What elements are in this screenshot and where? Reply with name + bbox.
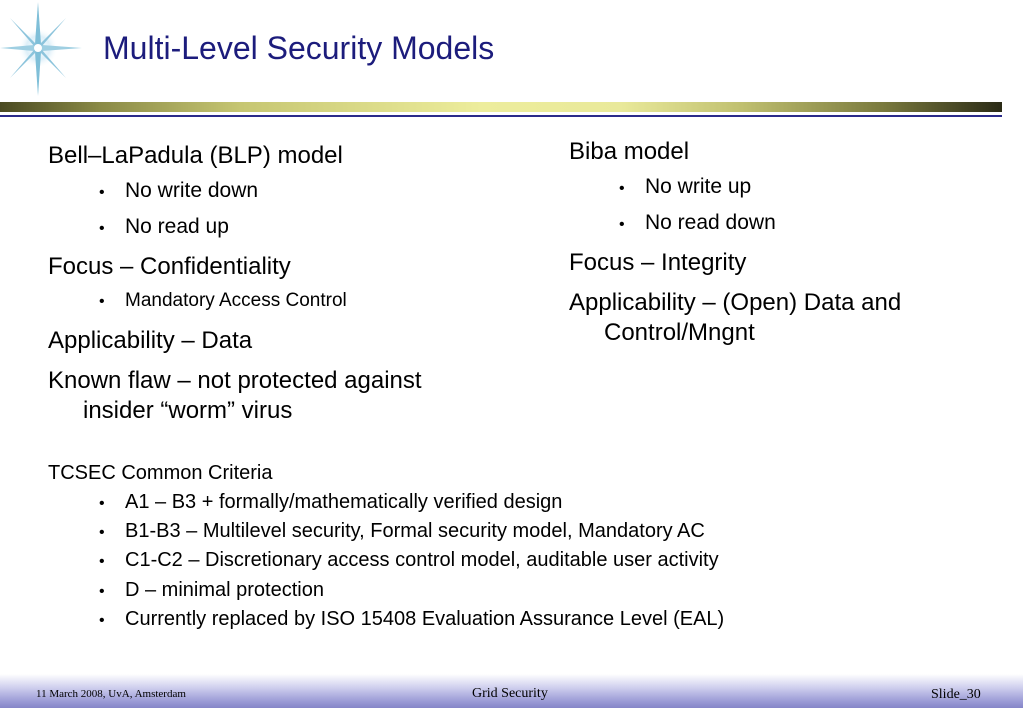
blp-heading: Bell–LaPadula (BLP) model: [48, 142, 343, 169]
star-logo-icon: [0, 0, 85, 100]
blp-bullet-no-write-down: No write down: [125, 179, 259, 202]
biba-heading: Biba model: [569, 138, 690, 165]
blp-bullet-mac: Mandatory Access Control: [125, 290, 347, 311]
bullet-icon: •: [99, 184, 105, 201]
biba-focus: Focus – Integrity: [569, 249, 747, 276]
bullet-icon: •: [99, 495, 105, 512]
blp-flaw: [48, 366, 422, 426]
bullet-icon: •: [99, 293, 105, 310]
list-item: [619, 211, 776, 235]
footer-date: 11 March 2008, UvA, Amsterdam: [36, 688, 186, 700]
tcsec-bullet-d: D – minimal protection: [125, 579, 324, 601]
footer-slide-number: Slide_30: [931, 687, 981, 702]
blp-flaw-line-2: insider “worm” virus: [83, 397, 293, 424]
list-item: [99, 520, 705, 543]
bullet-icon: •: [619, 216, 625, 233]
tcsec-bullet-a1: A1 – B3 + formally/mathematically verified design: [125, 491, 563, 513]
biba-bullet-no-write-up: No write up: [645, 175, 752, 198]
blp-applicability: Applicability – Data: [48, 327, 253, 354]
list-item: [99, 290, 347, 312]
tcsec-bullet-c1: C1-C2 – Discretionary access control model, auditable user activity: [125, 549, 719, 571]
list-item: [99, 179, 258, 203]
list-item: [99, 491, 562, 514]
list-item: [99, 215, 229, 239]
bullet-icon: •: [99, 612, 105, 629]
bullet-icon: •: [619, 180, 625, 197]
list-item: [99, 608, 724, 631]
biba-applicability: [569, 288, 901, 348]
tcsec-heading: TCSEC Common Criteria: [48, 462, 273, 484]
blp-focus: Focus – Confidentiality: [48, 253, 291, 280]
list-item: [99, 549, 719, 572]
biba-applicability-line-2: Control/Mngnt: [604, 319, 755, 346]
bullet-icon: •: [99, 220, 105, 237]
bullet-icon: •: [99, 524, 105, 541]
blp-bullet-no-read-up: No read up: [125, 215, 229, 238]
biba-applicability-line-1: Applicability – (Open) Data and: [569, 289, 902, 316]
tcsec-bullet-b1: B1-B3 – Multilevel security, Formal security model, Mandatory AC: [125, 520, 705, 542]
list-item: [99, 579, 324, 602]
slide-title: Multi-Level Security Models: [103, 30, 495, 66]
biba-bullet-no-read-down: No read down: [645, 211, 776, 234]
tcsec-bullet-iso: Currently replaced by ISO 15408 Evaluation Assurance Level (EAL): [125, 608, 725, 630]
footer-title: Grid Security: [472, 686, 548, 701]
bullet-icon: •: [99, 583, 105, 600]
title-underline-bar: [0, 102, 1002, 112]
list-item: [619, 175, 751, 199]
blp-flaw-line-1: Known flaw – not protected against: [48, 367, 422, 394]
title-rule: [0, 115, 1002, 117]
bullet-icon: •: [99, 553, 105, 570]
